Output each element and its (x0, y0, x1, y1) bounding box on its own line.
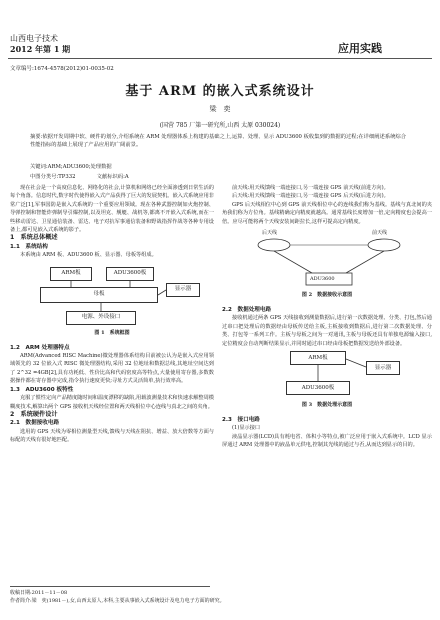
fig2-rear-antenna: 后天线 (262, 230, 278, 237)
figure-1 (10, 263, 214, 341)
journal-name: 山西电子技术 (10, 34, 58, 43)
article-number: 文章编号:1674-4578(2012)01-0035-02 (10, 66, 114, 72)
fig3-arm-board: ARM板 (290, 351, 346, 365)
section-1-1-heading: 1.1 系统结构 (10, 243, 48, 250)
section-2-2-heading: 2.2 数据处理电路 (222, 307, 272, 314)
fig1-power-io: 电源、外设接口 (66, 311, 136, 325)
fig3-caption: 图 3 数据处理示意图 (301, 402, 353, 409)
section-2-3-1-heading: (1)显示接口 (232, 425, 261, 432)
keywords: 关键词:ARM;ADU3600;处理数据 (30, 164, 112, 170)
fig3-connectors (222, 351, 432, 399)
footnote-rule (10, 586, 210, 587)
section-2-heading: 2 系统硬件设计 (10, 410, 58, 418)
figure-2 (222, 229, 432, 303)
classification: 中图分类号:TP332 文献标识码:A (30, 174, 129, 180)
header-rule (8, 58, 432, 59)
fig1-mother-board: 母板 (40, 287, 158, 303)
fig2-adu-receiver: ADU3600 (310, 276, 335, 283)
author-affiliation: (国营 785 厂第一研究所,山西 太原 030024) (159, 122, 281, 129)
author-bio: 作者简介:梁 奕(1981－),女,山西太原人,本科,主要从事嵌入式系统设计及电力电子方面的研究。 (10, 598, 225, 604)
section-2-1-heading: 2.1 数据接收电路 (10, 420, 60, 427)
section-2-3-1-text: 液晶显示器(LCD)具有耗电省、体积小等特点,被广泛应用于嵌入式系统中。LCD 显示屏通过 ARM 处理器中的液晶单元供电,控制其光线的通过与否,从而达到显示的目的。 (222, 433, 432, 449)
section-label: 应用实践 (338, 42, 382, 55)
section-1-heading: 1 系统总体概述 (10, 234, 58, 242)
fig1-caption: 图 1 系统框图 (94, 329, 130, 336)
section-1-2-heading: 1.2 ARM 处理器特点 (10, 344, 70, 351)
section-1-2-text: ARM(Advanced RISC Machine)微处理器体系结构目前被公认为是嵌入式应用领域领先的 32 位嵌入式 RISC 微处理器结构,采用 32 位地址和数据总线,其地址空间达到了 2^32 =4GB[2],具有功耗低、性价比高和代码密度高等特点,大量使用寄存器,多数数据操作都在寄存器中完成,指令执行速度更快;寻址方式灵活简单,执行效率高。 (10, 353, 214, 385)
section-1-1-text: 本系统由 ARM 板、ADU3600 板、显示器、母板等组成。 (20, 252, 157, 259)
paper-title: 基于 ARM 的嵌入式系统设计 (125, 84, 315, 99)
baseline-text: GPS 后天线相位中心到 GPS 前天线相位中心的连线我们称为基线。基线与真北间的夹角我们称为方位角。基线精确定向精度就越高。通常基线长度增加一倍,定向精度也会提高一倍。应尽可能将两个天线安装间距拉长,这样可提高定向精度。 (222, 201, 432, 225)
fig2-front-antenna: 前天线 (372, 230, 388, 237)
rear-antenna-text: 后天线:用天线馈线一端连接口,另一端连接 GPS 后天线(后进方向)。 (232, 193, 389, 200)
fig1-connectors (10, 263, 214, 327)
fig3-adu-board: ADU3600板 (286, 381, 350, 395)
section-1-3-heading: 1.3 ADU3600 板特性 (10, 386, 74, 393)
section-2-2-text: 接收机通过两条 GPS 天线接收到测量数据后,进行第一次数据处理、分类、打包,然后通过串口把处理后的数据经由母板传送给主板,主板接收到数据后,进行第二次数据处理、分类、打包等一系列工作。主板与母板之间为一对通讯,主板与母板还具有单独电源输入接口,定位精度会自动判断结果显示,并同时通过串口经由母板把数据发送给外部设备。 (222, 315, 432, 347)
abstract: 摘要:依据开发周期中软、硬件的划分,介绍系统在 ARM 处理器体系上构建的基础之上,运算、处理、显示 ADU3600 板收集到的数据的过程;在详细阐述系统综合性能指标的基础上展现了产品应用的广阔前景。 (30, 134, 407, 148)
right-column (222, 184, 432, 450)
paper-author: 梁 奕 (209, 105, 231, 113)
section-2-1-text: 选用的 GPS 天线为零相位测量型天线,馈线与天线在阻抗、增益、放大倍数等方面与标配的天线有很好地匹配。 (10, 428, 214, 444)
fig1-arm-board: ARM板 (50, 267, 92, 281)
fig1-adu-board: ADU3600板 (106, 267, 154, 281)
fig1-display: 显示器 (166, 283, 200, 297)
journal-issue: 2012 年第 1 期 (10, 44, 71, 54)
fig2-caption: 图 2 数据接收示意图 (301, 292, 353, 299)
section-2-3-heading: 2.3 接口电路 (222, 417, 260, 424)
fig3-display: 显示器 (366, 361, 400, 375)
front-antenna-text: 前天线:用天线馈线一端连接口,另一端连接 GPS 前天线(前进方向)。 (232, 185, 389, 191)
intro-paragraph: 现在社会是一个高度信息化、网络化的社会,计算机和网络已经全面渗透到日常生活的每个角落。信息时代,数字时代使得嵌入式产品获得了巨大的发展契机。嵌入式系统应用非常广泛[1],军事国防是嵌入式系统的一个重要应用领域。现在各种武器控制如火炮控制、导弹控制和智能炸弹制导引爆控制,以及坦克、舰艇、战机等,都离不开嵌入式系统,而在一些移动雷达、卫星通信装备、雷达、电子对抗军事通信装备和野战指挥作战等各种专用设备上,都可见嵌入式系统的影子。 (10, 185, 214, 234)
section-1-3-text: 克服了惯性定向产品精度随时间和温度漂移的缺陷,用载波测量技术和快速求解整周模糊度技术,解算出两个 GPS 接收机天线经位置和两天线相位中心连线与真北之间的夹角。 (10, 395, 214, 410)
figure-3 (222, 351, 432, 413)
left-column (10, 184, 214, 445)
received-date: 收稿日期:2011－11－08 (10, 590, 68, 596)
